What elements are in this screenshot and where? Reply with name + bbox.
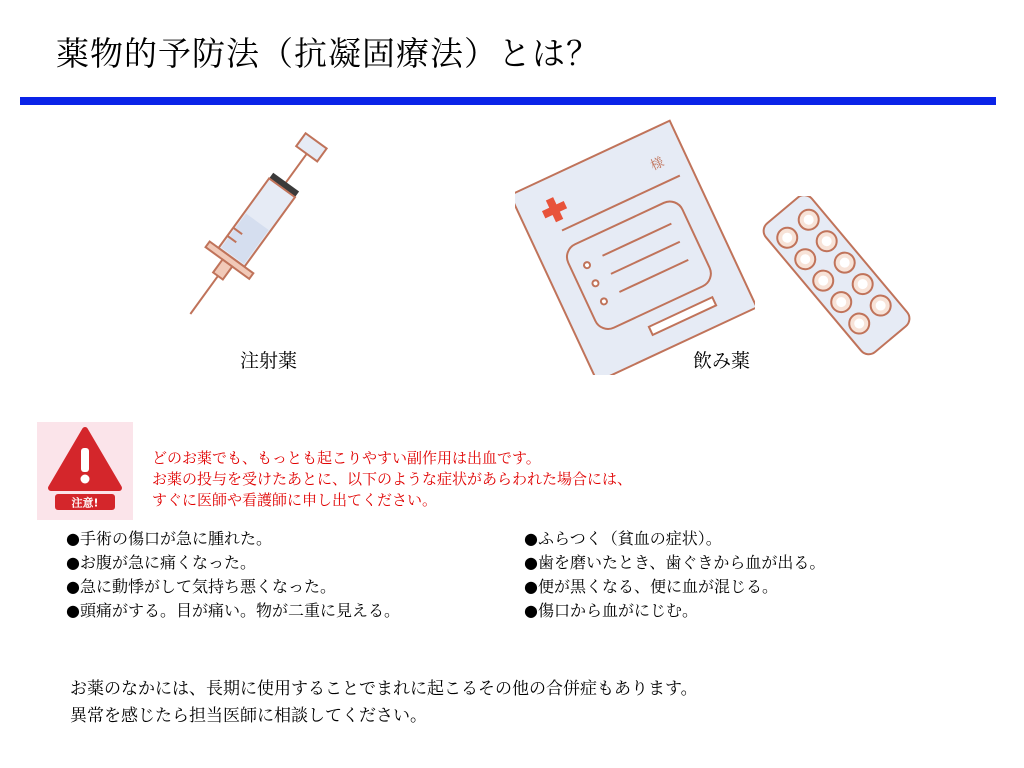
footer-line: お薬のなかには、長期に使用することでまれに起こるその他の合併症もあります。 [70, 679, 698, 699]
list-item: ●手術の傷口が急に腫れた。 [66, 529, 272, 548]
syringe-icon [170, 125, 340, 325]
symptom-list-left [66, 527, 400, 623]
warning-message [152, 448, 632, 511]
list-item: ●頭痛がする。目が痛い。物が二重に見える。 [66, 601, 400, 620]
footer-note [70, 676, 698, 730]
list-item: ●傷口から血がにじむ。 [524, 601, 698, 620]
list-item: ●ふらつく（貧血の症状）。 [524, 529, 722, 548]
warning-line: お薬の投与を受けたあとに、以下のような症状があらわれた場合には、 [152, 470, 633, 488]
footer-line: 異常を感じたら担当医師に相談してください。 [70, 706, 427, 726]
list-item: ●歯を磨いたとき、歯ぐきから血が出る。 [524, 553, 826, 572]
title-underline [20, 97, 996, 105]
warning-triangle-icon [37, 422, 133, 520]
bag-label: 様 [648, 154, 667, 174]
warning-icon-box [37, 422, 133, 520]
injection-caption: 注射薬 [240, 350, 298, 372]
list-item: ●お腹が急に痛くなった。 [66, 553, 256, 572]
symptom-list-right [524, 527, 825, 623]
warning-line: すぐに医師や看護師に申し出てください。 [152, 491, 438, 509]
pill-pack-icon [755, 196, 915, 356]
warning-line: どのお薬でも、もっとも起こりやすい副作用は出血です。 [152, 449, 541, 467]
medicine-bag-icon [515, 115, 755, 375]
warning-badge-label: 注意! [71, 496, 99, 510]
list-item: ●便が黒くなる、便に血が混じる。 [524, 577, 778, 596]
list-item: ●急に動悸がして気持ち悪くなった。 [66, 577, 336, 596]
page-title: 薬物的予防法（抗凝固療法）とは？ [56, 34, 600, 73]
oral-medicine-caption: 飲み薬 [693, 350, 751, 372]
